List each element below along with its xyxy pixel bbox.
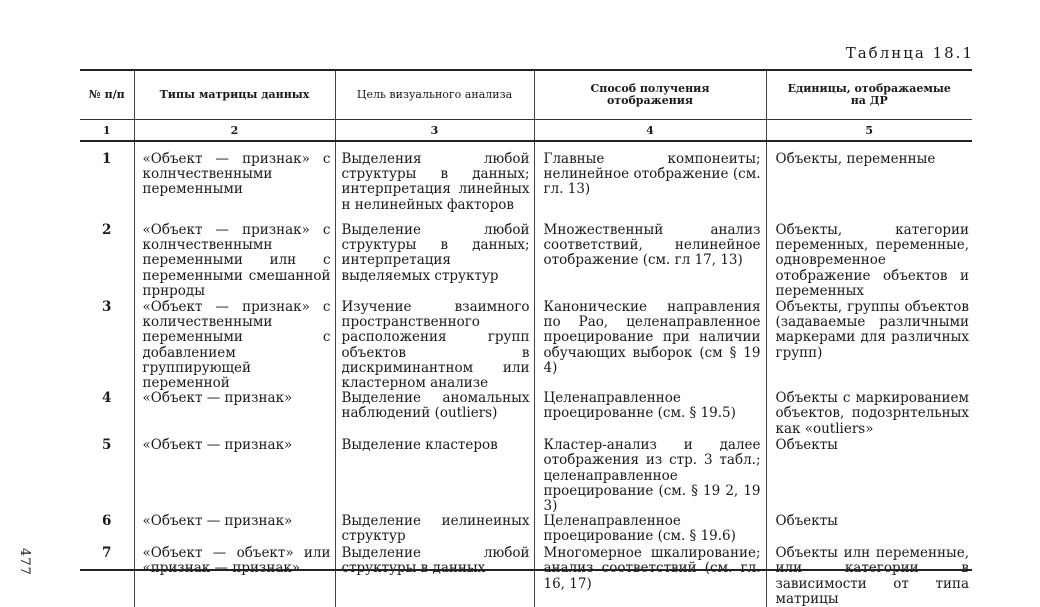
matrix-type-cell: «Объект — признак» с колнчественными переменными bbox=[134, 152, 335, 223]
column-number: 2 bbox=[134, 120, 335, 142]
data-table-frame bbox=[80, 69, 972, 607]
table-row bbox=[80, 391, 972, 438]
header-cell: Способ получения отображения bbox=[534, 71, 766, 120]
units-cell: Объекты с маркированием объектов, подозрнтельных как «outliers» bbox=[766, 391, 972, 438]
method-cell: Канонические направления по Рао, целенаправленное проецирование при наличии обучающих выборок (см § 19 4) bbox=[534, 300, 766, 391]
matrix-type-cell: «Объект — объект» или «признак — признак» bbox=[134, 546, 335, 607]
analysis-goal-cell: Выделение любой структуры в данных bbox=[335, 546, 534, 607]
matrix-type-cell: «Объект — признак» с количественными переменными с добавлением группирующей переменной bbox=[134, 300, 335, 391]
method-cell: Многомерное шкалирование; анализ соответствий (см. гл. 16, 17) bbox=[534, 546, 766, 607]
analysis-goal-cell: Выделение аномальных наблюдений (outliers) bbox=[335, 391, 534, 438]
header-cell: Цель визуального анализа bbox=[335, 71, 534, 120]
analysis-goal-cell: Выделение кластеров bbox=[335, 438, 534, 514]
header-cell: Единицы, отображаемые на ДР bbox=[766, 71, 972, 120]
header-cell: № п/п bbox=[88, 88, 125, 101]
row-number: 5 bbox=[102, 437, 112, 454]
units-cell: Объекты bbox=[766, 438, 972, 514]
row-number: 6 bbox=[102, 513, 112, 530]
matrix-type-cell: «Объект — признак» bbox=[134, 514, 335, 546]
page-number: 477 bbox=[17, 548, 32, 576]
units-cell: Объекты илн переменные, или категории в зависимости от типа матрицы bbox=[766, 546, 972, 607]
method-cell: Множественный анализ соответствий, нелинейное отображение (см. гл 17, 13) bbox=[534, 223, 766, 300]
column-number: 1 bbox=[80, 120, 134, 142]
units-cell: Объекты, категории переменных, переменные, одновременное отображение объектов и переменных bbox=[766, 223, 972, 300]
analysis-goal-cell: Выделение иелинеиных структур bbox=[335, 514, 534, 546]
analysis-goal-cell: Изучение взаимного пространственного расположения групп объектов в дискриминантном или кластерном анализе bbox=[335, 300, 534, 391]
method-cell: Кластер-анализ и далее отображения из стр. 3 табл.; целенаправленное проецирование (см. § 19 2, 19 3) bbox=[534, 438, 766, 514]
method-cell: Целенаправленное проецирование (см. § 19.6) bbox=[534, 514, 766, 546]
row-number: 3 bbox=[102, 299, 112, 315]
units-cell: Объекты, группы объектов (задаваемые различными маркерами для различных групп) bbox=[766, 300, 972, 391]
matrix-type-cell: «Объект — признак» bbox=[134, 438, 335, 514]
row-number: 7 bbox=[102, 545, 112, 562]
column-number: 3 bbox=[335, 120, 534, 142]
table-row bbox=[80, 546, 972, 607]
row-number: 4 bbox=[102, 390, 112, 407]
row-number: 1 bbox=[102, 151, 112, 167]
analysis-goal-cell: Выделения любой структуры в данных; интерпретация линейных н нелинейных факторов bbox=[335, 152, 534, 223]
analysis-goal-cell: Выделение любой структуры в данных; интерпретация выделяемых структур bbox=[335, 223, 534, 300]
units-cell: Объекты, переменные bbox=[766, 152, 972, 223]
table-row bbox=[80, 514, 972, 546]
table-bottom-rule bbox=[80, 569, 972, 571]
column-number: 5 bbox=[766, 120, 972, 142]
matrix-type-cell: «Объект — признак» с колнчественнымн переменными илн с переменными смешанной прнроды bbox=[134, 223, 335, 300]
table-row bbox=[80, 300, 972, 391]
column-number-row bbox=[80, 120, 972, 142]
table-row bbox=[80, 223, 972, 300]
table-row bbox=[80, 152, 972, 223]
data-table bbox=[80, 71, 972, 607]
method-cell: Главные компонеиты; нелинейное отображение (см. гл. 13) bbox=[534, 152, 766, 223]
matrix-type-cell: «Объект — признак» bbox=[134, 391, 335, 438]
method-cell: Целенаправленное проецированне (см. § 19.5) bbox=[534, 391, 766, 438]
row-number: 2 bbox=[102, 222, 112, 238]
units-cell: Объекты bbox=[766, 514, 972, 546]
header-row bbox=[80, 71, 972, 120]
table-row bbox=[80, 438, 972, 514]
table-caption: Таблнца 18.1 bbox=[845, 44, 974, 62]
header-cell: Типы матрицы данных bbox=[134, 71, 335, 120]
column-number: 4 bbox=[534, 120, 766, 142]
